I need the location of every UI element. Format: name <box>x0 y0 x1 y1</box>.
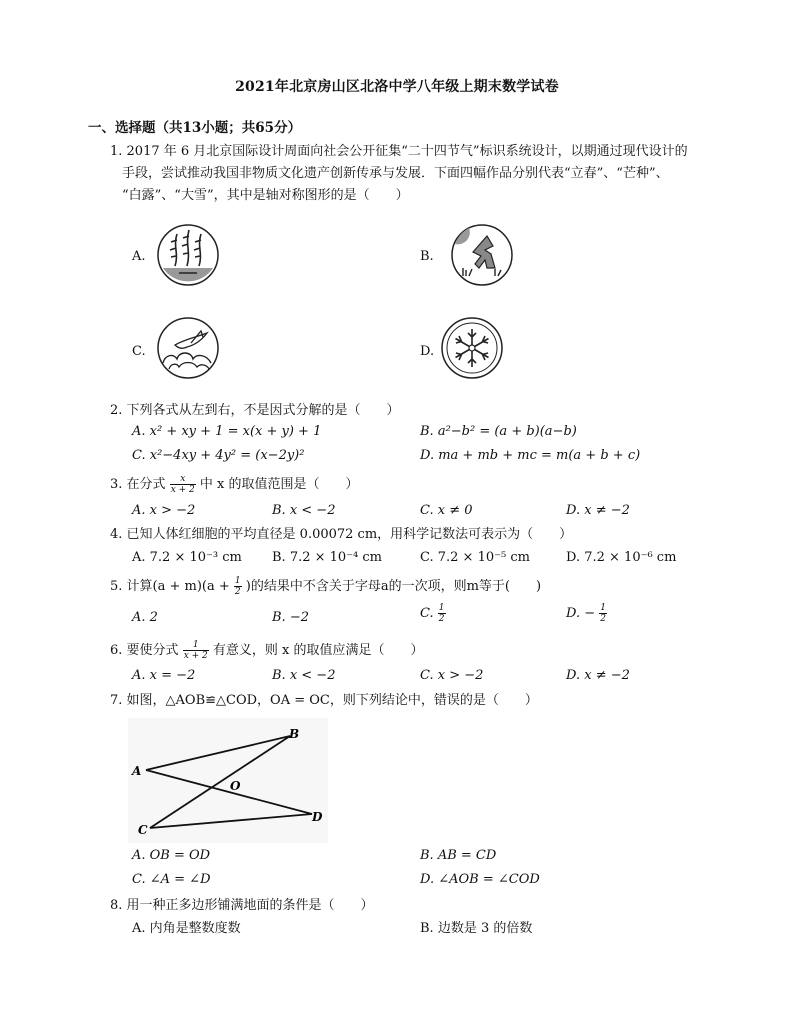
q7-option-c[interactable]: C. ∠A = ∠D <box>132 872 211 887</box>
q5-option-d[interactable] <box>566 603 607 624</box>
q6-fraction <box>183 640 209 661</box>
q2-option-d[interactable]: D. ma + mb + mc = m(a + b + c) <box>420 448 641 463</box>
q3-frac-num: x <box>180 474 186 484</box>
q3-option-b[interactable]: B. x < −2 <box>272 503 336 518</box>
q5-option-d-fraction <box>599 603 607 624</box>
q6-stem-pre: 6. 要使分式 <box>110 643 179 658</box>
q6-stem-post: 有意义，则 x 的取值应满足（ ） <box>212 643 424 658</box>
q5-option-c-fraction <box>438 603 446 624</box>
q1-line1: 1. 2017 年 6 月北京国际设计周面向社会公开征集“二十四节气”标识系统设计，以期通过现代设计的 <box>110 144 688 159</box>
q5-stem-pre: 5. 计算(a + m)(a + <box>110 579 234 594</box>
q4-option-c[interactable]: C. 7.2 × 10⁻⁵ cm <box>420 550 530 565</box>
q3-stem-pre: 3. 在分式 <box>110 477 166 492</box>
q5-option-b[interactable]: B. −2 <box>272 610 309 625</box>
q7-label-o: O <box>230 779 241 793</box>
q2-stem: 2. 下列各式从左到右，不是因式分解的是（ ） <box>110 403 400 418</box>
q1-option-d-label[interactable]: D. <box>420 344 435 359</box>
q4-option-d[interactable]: D. 7.2 × 10⁻⁶ cm <box>566 550 677 565</box>
q5-frac-num: 1 <box>234 576 241 586</box>
q7-stem: 7. 如图，△AOB≌△COD，OA = OC，则下列结论中，错误的是（ ） <box>110 693 538 708</box>
section-heading: 一、选择题（共13小题；共65分） <box>88 120 302 136</box>
q7-option-b[interactable]: B. AB = CD <box>420 848 497 863</box>
q5-fraction <box>234 576 242 597</box>
q2-option-a[interactable]: A. x² + xy + 1 = x(x + y) + 1 <box>132 424 322 439</box>
q6-option-b[interactable]: B. x < −2 <box>272 668 336 683</box>
q1-option-c-label[interactable]: C. <box>132 344 146 359</box>
q5-stem <box>110 576 541 598</box>
q8-stem: 8. 用一种正多边形铺满地面的条件是（ ） <box>110 898 374 913</box>
q5-option-d-den: 2 <box>600 614 606 624</box>
q8-option-a[interactable]: A. 内角是整数度数 <box>132 921 241 936</box>
q5-option-c-den: 2 <box>438 614 445 624</box>
q5-stem-post: )的结果中不含关于字母a的一次项，则m等于( ) <box>245 579 542 594</box>
q5-option-a[interactable]: A. 2 <box>132 610 158 625</box>
bailu-emblem-icon <box>157 317 219 379</box>
q7-triangle-figure <box>128 718 338 848</box>
q6-option-c[interactable]: C. x > −2 <box>420 668 484 683</box>
q7-label-c: C <box>138 823 148 837</box>
q3-option-d[interactable]: D. x ≠ −2 <box>566 503 630 518</box>
snowflake-icon <box>441 317 503 379</box>
q7-label-d: D <box>312 810 323 824</box>
q5-option-c-label: C. <box>420 606 434 621</box>
q2-option-c[interactable]: C. x²−4xy + 4y² = (x−2y)² <box>132 448 305 463</box>
q5-option-c[interactable] <box>420 603 446 624</box>
q6-frac-num: 1 <box>192 640 199 650</box>
q1-option-a-label[interactable]: A. <box>132 249 146 264</box>
q3-option-c[interactable]: C. x ≠ 0 <box>420 503 473 518</box>
q3-stem-post: 中 x 的取值范围是（ ） <box>199 477 359 492</box>
q5-option-d-num: 1 <box>600 603 606 613</box>
exam-title: 2021年北京房山区北洛中学八年级上期末数学试卷 <box>235 79 559 95</box>
q7-label-a: A <box>132 764 142 778</box>
q7-option-a[interactable]: A. OB = OD <box>132 848 211 863</box>
q7-label-b: B <box>289 727 300 741</box>
q1-option-b-label[interactable]: B. <box>420 249 434 264</box>
lichun-emblem-icon <box>157 224 219 286</box>
q4-option-a[interactable]: A. 7.2 × 10⁻³ cm <box>132 550 242 565</box>
q6-option-d[interactable]: D. x ≠ −2 <box>566 668 630 683</box>
q3-fraction <box>170 474 196 495</box>
q5-option-d-label: D. − <box>566 606 596 621</box>
q6-option-a[interactable]: A. x = −2 <box>132 668 196 683</box>
q4-option-b[interactable]: B. 7.2 × 10⁻⁴ cm <box>272 550 383 565</box>
q2-option-b[interactable]: B. a²−b² = (a + b)(a−b) <box>420 424 577 439</box>
q5-frac-den: 2 <box>234 587 241 597</box>
q4-stem: 4. 已知人体红细胞的平均直径是 0.00072 cm，用科学记数法可表示为（ ） <box>110 527 573 542</box>
mangzhong-emblem-icon <box>451 224 513 286</box>
q7-option-d[interactable]: D. ∠AOB = ∠COD <box>420 872 540 887</box>
q1-line2: 手段，尝试推动我国非物质文化遗产创新传承与发展．下面四幅作品分别代表“立春”、“芒种”、 <box>122 166 669 181</box>
q6-stem <box>110 640 424 662</box>
q3-stem <box>110 474 359 496</box>
q3-frac-den: x + 2 <box>170 485 195 495</box>
q3-option-a[interactable]: A. x > −2 <box>132 503 196 518</box>
q6-frac-den: x + 2 <box>183 651 208 661</box>
q8-option-b[interactable]: B. 边数是 3 的倍数 <box>420 921 533 936</box>
q5-option-c-num: 1 <box>438 603 445 613</box>
q1-line3: “白露”、“大雪”，其中是轴对称图形的是（ ） <box>122 188 409 203</box>
